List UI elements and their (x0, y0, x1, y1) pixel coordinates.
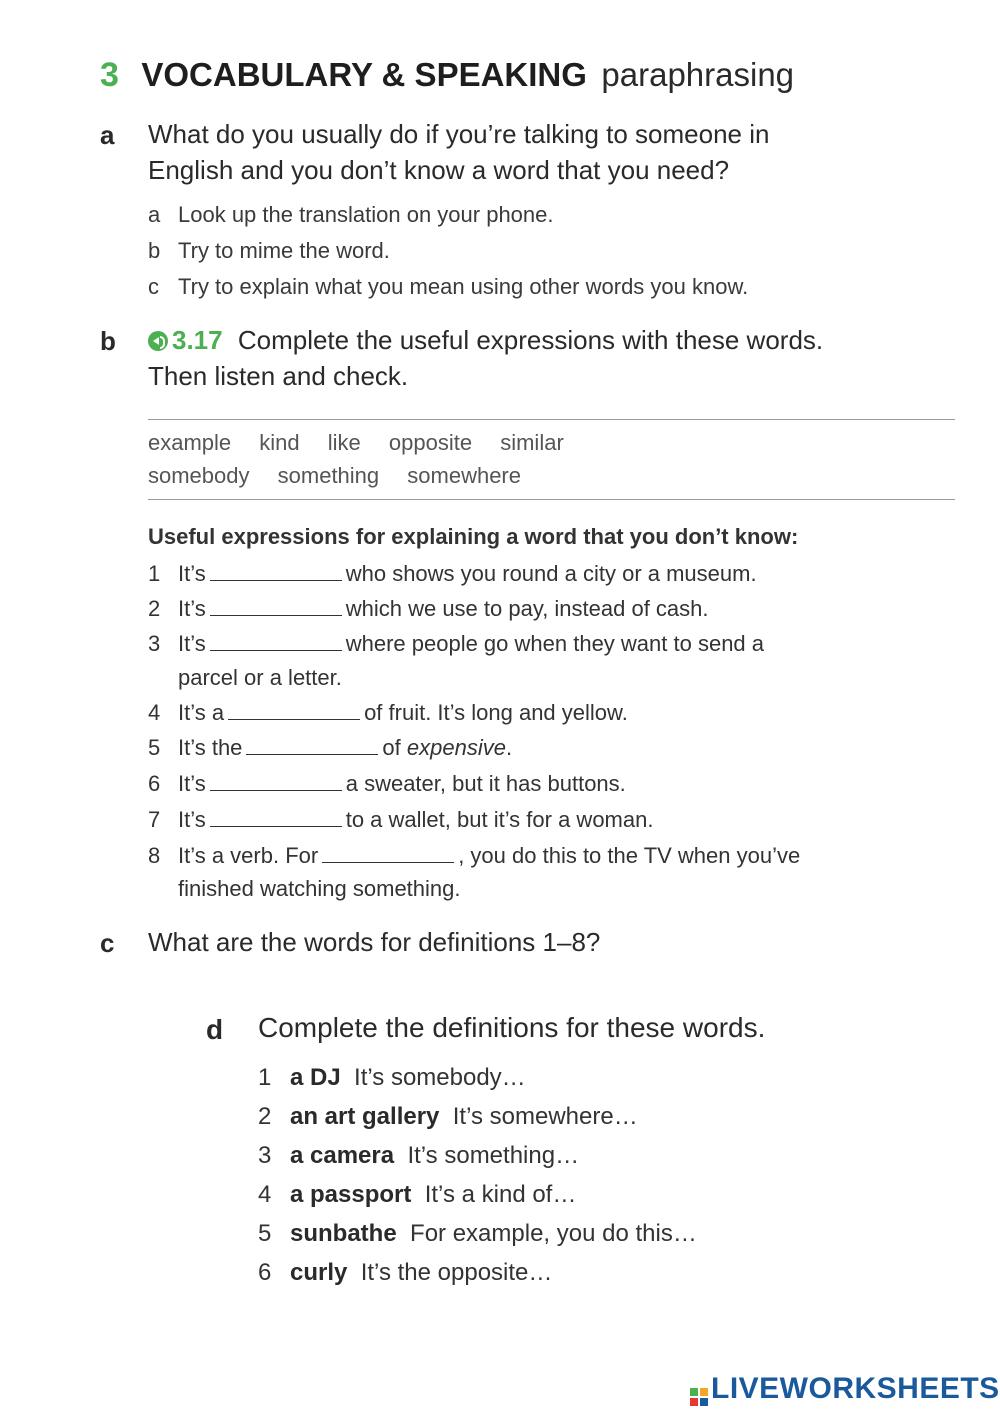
definition-word: a DJ (290, 1064, 341, 1091)
expression-item-2 (148, 592, 709, 626)
item-pre: It’s (178, 807, 206, 832)
definition-word: a passport (290, 1181, 412, 1208)
item-pre: It’s a (178, 700, 225, 725)
item-post-end: . (505, 735, 513, 760)
answer-blank-3[interactable] (210, 630, 342, 651)
question-a-line2: English and you don’t know a word that you need? (148, 155, 730, 185)
item-pre: It’s (178, 561, 206, 586)
question-b-instruction: Complete the useful expressions with these words. (237, 325, 824, 355)
item-post: , you do this to the TV when you’ve (458, 843, 801, 868)
option-b (148, 238, 390, 264)
section-header (100, 56, 794, 95)
expression-item-3 (148, 627, 764, 661)
word-box-word: something (277, 463, 380, 488)
item-pre: It’s a verb. For (178, 843, 319, 868)
option-letter: c (148, 274, 159, 299)
definition-item-6 (258, 1259, 552, 1287)
definition-item-3 (258, 1142, 579, 1170)
definition-prompt: It’s somebody… (354, 1064, 526, 1091)
option-letter: a (148, 202, 161, 227)
liveworksheets-logo-icon (690, 1388, 708, 1406)
answer-blank-7[interactable] (210, 806, 342, 827)
definition-item-1 (258, 1064, 526, 1092)
question-d-text: Complete the definitions for these words. (258, 1012, 766, 1043)
expression-item-7 (148, 803, 653, 837)
item-pre: It’s (178, 771, 206, 796)
item-number: 7 (148, 807, 161, 832)
item-number: 4 (258, 1181, 272, 1208)
word-box-word: somewhere (407, 463, 521, 488)
audio-track-number: 3.17 (172, 325, 223, 355)
item-number: 1 (148, 561, 161, 586)
item-number: 6 (258, 1259, 272, 1286)
definition-prompt: For example, you do this… (410, 1220, 697, 1247)
item-number: 8 (148, 843, 161, 868)
item-number: 3 (258, 1142, 272, 1169)
expressions-heading: Useful expressions for explaining a word that you don’t know: (148, 524, 799, 549)
expression-item-1 (148, 557, 757, 591)
item-number: 6 (148, 771, 161, 796)
definition-word: curly (290, 1259, 348, 1286)
word-box-row2 (148, 463, 543, 489)
expression-item-8 (148, 839, 800, 873)
item-post: of (382, 735, 407, 760)
definition-item-4 (258, 1181, 576, 1209)
definition-item-5 (258, 1220, 697, 1248)
section-subtitle: paraphrasing (601, 56, 795, 93)
word-box-word: opposite (388, 430, 473, 455)
definition-prompt: It’s somewhere… (452, 1103, 638, 1130)
item-post: where people go when they want to send a (345, 631, 765, 656)
section-title: VOCABULARY & SPEAKING (141, 56, 587, 93)
section-number: 3 (100, 56, 119, 94)
item-number: 5 (148, 735, 161, 760)
question-c-text: What are the words for definitions 1–8? (148, 927, 601, 957)
item-pre: It’s the (178, 735, 243, 760)
item-number: 3 (148, 631, 161, 656)
question-d-letter: d (206, 1014, 224, 1045)
item-pre: It’s (178, 631, 206, 656)
word-box-word: similar (500, 430, 564, 455)
answer-blank-1[interactable] (210, 560, 342, 581)
word-box-row1 (148, 430, 586, 456)
item-post: who shows you round a city or a museum. (345, 561, 757, 586)
definition-prompt: It’s something… (407, 1142, 580, 1169)
word-box-bottom-rule (148, 499, 955, 500)
item-post-italic: expensive (406, 735, 506, 760)
question-a-letter: a (100, 120, 115, 150)
item-number: 2 (258, 1103, 272, 1130)
question-b-text (148, 322, 823, 394)
question-b-line2: Then listen and check. (148, 361, 409, 391)
item-number: 4 (148, 700, 161, 725)
definition-item-2 (258, 1103, 638, 1131)
answer-blank-4[interactable] (228, 699, 360, 720)
item-number: 2 (148, 596, 161, 621)
option-text: Look up the translation on your phone. (178, 202, 554, 227)
audio-track[interactable] (148, 325, 223, 355)
liveworksheets-logo-text: LIVEWORKSHEETS (711, 1372, 1000, 1405)
question-a-text (148, 116, 769, 188)
definition-prompt: It’s a kind of… (424, 1181, 577, 1208)
definition-word: sunbathe (290, 1220, 397, 1247)
expression-item-4 (148, 696, 628, 730)
item-number: 5 (258, 1220, 272, 1247)
question-a-line1: What do you usually do if you’re talking to someone in (148, 119, 770, 149)
word-box-top-rule (148, 419, 955, 420)
word-box-word: kind (259, 430, 300, 455)
item-number: 1 (258, 1064, 272, 1091)
option-letter: b (148, 238, 161, 263)
expression-item-6 (148, 767, 626, 801)
question-b-line1 (148, 322, 823, 358)
answer-blank-5[interactable] (246, 734, 378, 755)
answer-blank-6[interactable] (210, 770, 342, 791)
audio-speaker-icon[interactable] (148, 331, 168, 351)
option-a (148, 202, 554, 228)
definition-word: a camera (290, 1142, 395, 1169)
item-post: which we use to pay, instead of cash. (345, 596, 709, 621)
expression-item-5 (148, 731, 512, 765)
item-post: a sweater, but it has buttons. (345, 771, 626, 796)
definition-word: an art gallery (290, 1103, 440, 1130)
answer-blank-2[interactable] (210, 595, 342, 616)
liveworksheets-logo[interactable] (690, 1372, 1000, 1406)
answer-blank-8[interactable] (322, 842, 454, 863)
word-box-word: like (327, 430, 361, 455)
item-post: to a wallet, but it’s for a woman. (345, 807, 654, 832)
item-pre: It’s (178, 596, 206, 621)
question-b-letter: b (100, 326, 116, 356)
question-c-letter: c (100, 928, 115, 958)
definition-prompt: It’s the opposite… (360, 1259, 553, 1286)
option-text: Try to explain what you mean using other words you know. (178, 274, 749, 299)
option-text: Try to mime the word. (178, 238, 390, 263)
word-box-word: example (148, 430, 232, 455)
option-c (148, 274, 748, 300)
item-post: of fruit. It’s long and yellow. (364, 700, 628, 725)
expression-item-8-continuation: finished watching something. (178, 876, 461, 901)
expression-item-3-continuation: parcel or a letter. (178, 665, 342, 690)
word-box-word: somebody (148, 463, 250, 488)
